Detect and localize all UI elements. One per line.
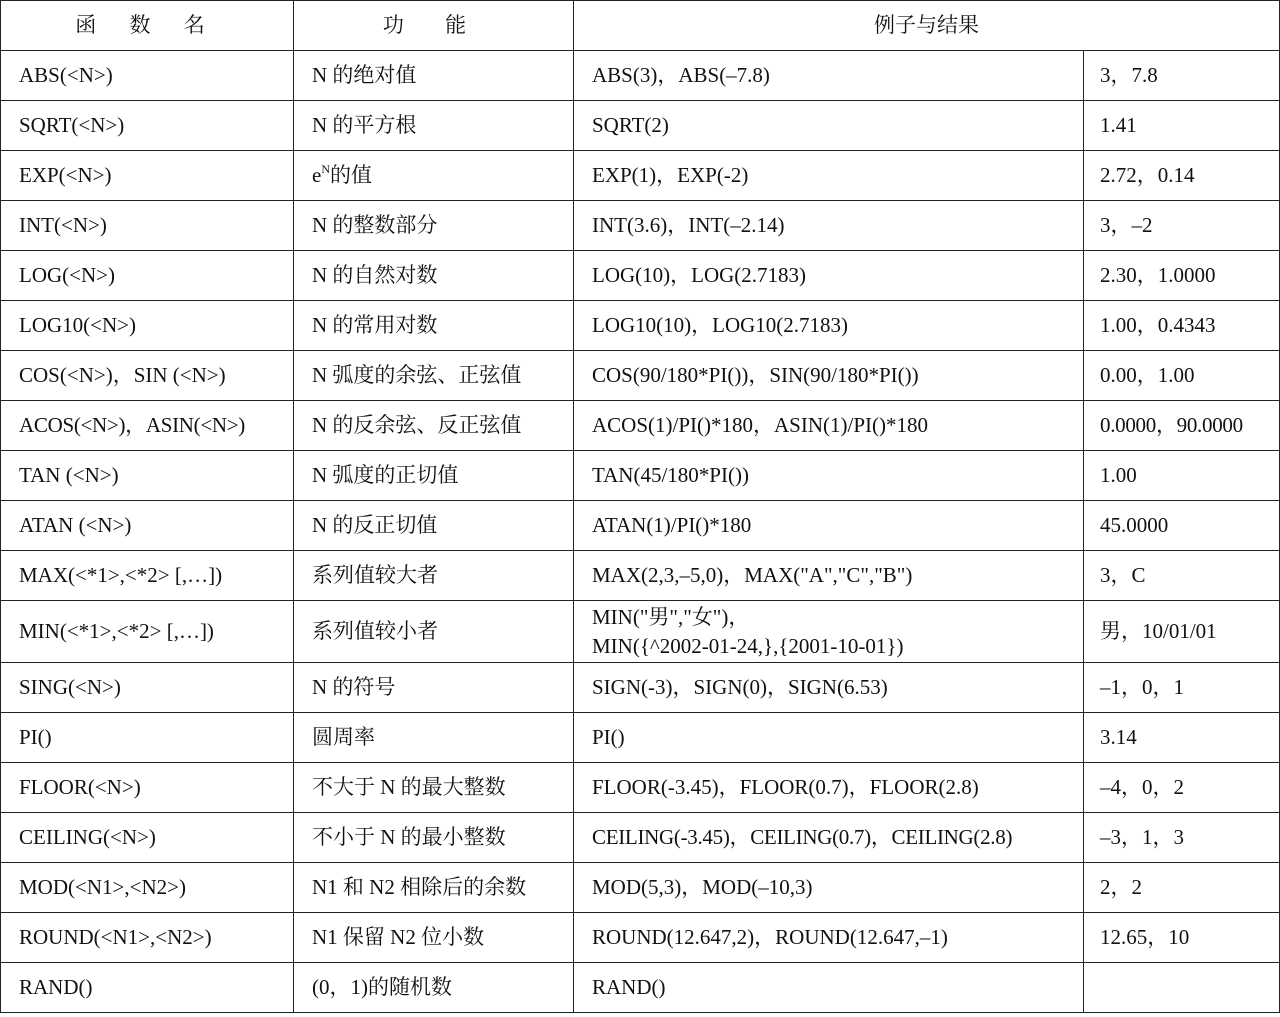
function-name: MOD(<N1>,<N2>) <box>1 863 294 913</box>
function-name: ABS(<N>) <box>1 51 294 101</box>
function-description: N 弧度的正切值 <box>294 451 574 501</box>
function-name: FLOOR(<N>) <box>1 763 294 813</box>
example: MOD(5,3)，MOD(–10,3) <box>574 863 1084 913</box>
func-base: e <box>312 163 322 188</box>
function-description: N 的平方根 <box>294 101 574 151</box>
function-name: COS(<N>)，SIN (<N>) <box>1 351 294 401</box>
result: 3，C <box>1084 551 1280 601</box>
example: CEILING(-3.45)，CEILING(0.7)，CEILING(2.8) <box>574 813 1084 863</box>
function-name: INT(<N>) <box>1 201 294 251</box>
result <box>1084 963 1280 1013</box>
table-row <box>1 551 1280 601</box>
example: ROUND(12.647,2)，ROUND(12.647,–1) <box>574 913 1084 963</box>
function-name: ACOS(<N>)，ASIN(<N>) <box>1 401 294 451</box>
function-description: N 的反正切值 <box>294 501 574 551</box>
function-description: N1 和 N2 相除后的余数 <box>294 863 574 913</box>
function-name: SING(<N>) <box>1 663 294 713</box>
function-description: N 弧度的余弦、正弦值 <box>294 351 574 401</box>
func-text: 的值 <box>330 163 372 188</box>
function-description: N 的自然对数 <box>294 251 574 301</box>
function-name: LOG(<N>) <box>1 251 294 301</box>
header-example-result: 例子与结果 <box>574 1 1280 51</box>
function-name: ROUND(<N1>,<N2>) <box>1 913 294 963</box>
result: –1，0，1 <box>1084 663 1280 713</box>
table-row <box>1 301 1280 351</box>
function-description: N 的绝对值 <box>294 51 574 101</box>
example: LOG10(10)，LOG10(2.7183) <box>574 301 1084 351</box>
example: SQRT(2) <box>574 101 1084 151</box>
table-row <box>1 913 1280 963</box>
header-function: 功 能 <box>294 1 574 51</box>
function-description <box>294 151 574 201</box>
table-row <box>1 351 1280 401</box>
function-description: N 的常用对数 <box>294 301 574 351</box>
result: –3，1，3 <box>1084 813 1280 863</box>
result: 1.41 <box>1084 101 1280 151</box>
function-name: CEILING(<N>) <box>1 813 294 863</box>
result: 2，2 <box>1084 863 1280 913</box>
table-row <box>1 251 1280 301</box>
function-description: N1 保留 N2 位小数 <box>294 913 574 963</box>
table-row <box>1 101 1280 151</box>
function-name: RAND() <box>1 963 294 1013</box>
table-row <box>1 713 1280 763</box>
function-description: N 的整数部分 <box>294 201 574 251</box>
function-name: MAX(<*1>,<*2> [,…]) <box>1 551 294 601</box>
result: 0.0000，90.0000 <box>1084 401 1280 451</box>
function-name: ATAN (<N>) <box>1 501 294 551</box>
result: 45.0000 <box>1084 501 1280 551</box>
example <box>574 601 1084 663</box>
function-description: 系列值较大者 <box>294 551 574 601</box>
result: 2.72，0.14 <box>1084 151 1280 201</box>
function-name: EXP(<N>) <box>1 151 294 201</box>
function-name: PI() <box>1 713 294 763</box>
function-name: MIN(<*1>,<*2> [,…]) <box>1 601 294 663</box>
function-description: (0，1)的随机数 <box>294 963 574 1013</box>
example: ATAN(1)/PI()*180 <box>574 501 1084 551</box>
function-name: TAN (<N>) <box>1 451 294 501</box>
function-name: SQRT(<N>) <box>1 101 294 151</box>
result: 3，–2 <box>1084 201 1280 251</box>
example: INT(3.6)，INT(–2.14) <box>574 201 1084 251</box>
table-row <box>1 201 1280 251</box>
func-superscript: N <box>321 162 330 177</box>
example: TAN(45/180*PI()) <box>574 451 1084 501</box>
table-row <box>1 501 1280 551</box>
example-line-2: MIN({^2002-01-24,},{2001-10-01}) <box>592 633 904 658</box>
example: COS(90/180*PI())，SIN(90/180*PI()) <box>574 351 1084 401</box>
example: LOG(10)，LOG(2.7183) <box>574 251 1084 301</box>
header-row <box>1 1 1280 51</box>
example: ACOS(1)/PI()*180，ASIN(1)/PI()*180 <box>574 401 1084 451</box>
example: SIGN(-3)，SIGN(0)，SIGN(6.53) <box>574 663 1084 713</box>
example: EXP(1)，EXP(-2) <box>574 151 1084 201</box>
table-row <box>1 763 1280 813</box>
result: 1.00 <box>1084 451 1280 501</box>
example: FLOOR(-3.45)，FLOOR(0.7)，FLOOR(2.8) <box>574 763 1084 813</box>
function-description: N 的符号 <box>294 663 574 713</box>
function-description: 圆周率 <box>294 713 574 763</box>
table-row <box>1 863 1280 913</box>
example: RAND() <box>574 963 1084 1013</box>
example: PI() <box>574 713 1084 763</box>
result: 3.14 <box>1084 713 1280 763</box>
result: 1.00，0.4343 <box>1084 301 1280 351</box>
table-row <box>1 813 1280 863</box>
result: 男，10/01/01 <box>1084 601 1280 663</box>
function-description: 系列值较小者 <box>294 601 574 663</box>
header-function-name: 函 数 名 <box>1 1 294 51</box>
example-line-1: MIN("男","女")， <box>592 605 750 630</box>
table-row <box>1 451 1280 501</box>
function-name: LOG10(<N>) <box>1 301 294 351</box>
result: 0.00，1.00 <box>1084 351 1280 401</box>
function-description: 不大于 N 的最大整数 <box>294 763 574 813</box>
example: ABS(3)，ABS(–7.8) <box>574 51 1084 101</box>
result: –4，0，2 <box>1084 763 1280 813</box>
table-row <box>1 663 1280 713</box>
function-description: N 的反余弦、反正弦值 <box>294 401 574 451</box>
example: MAX(2,3,–5,0)，MAX("A","C","B") <box>574 551 1084 601</box>
function-description: 不小于 N 的最小整数 <box>294 813 574 863</box>
result: 3，7.8 <box>1084 51 1280 101</box>
table-row <box>1 151 1280 201</box>
table-row <box>1 963 1280 1013</box>
result: 12.65，10 <box>1084 913 1280 963</box>
table-row <box>1 401 1280 451</box>
result: 2.30，1.0000 <box>1084 251 1280 301</box>
table-row <box>1 51 1280 101</box>
table-row <box>1 601 1280 663</box>
